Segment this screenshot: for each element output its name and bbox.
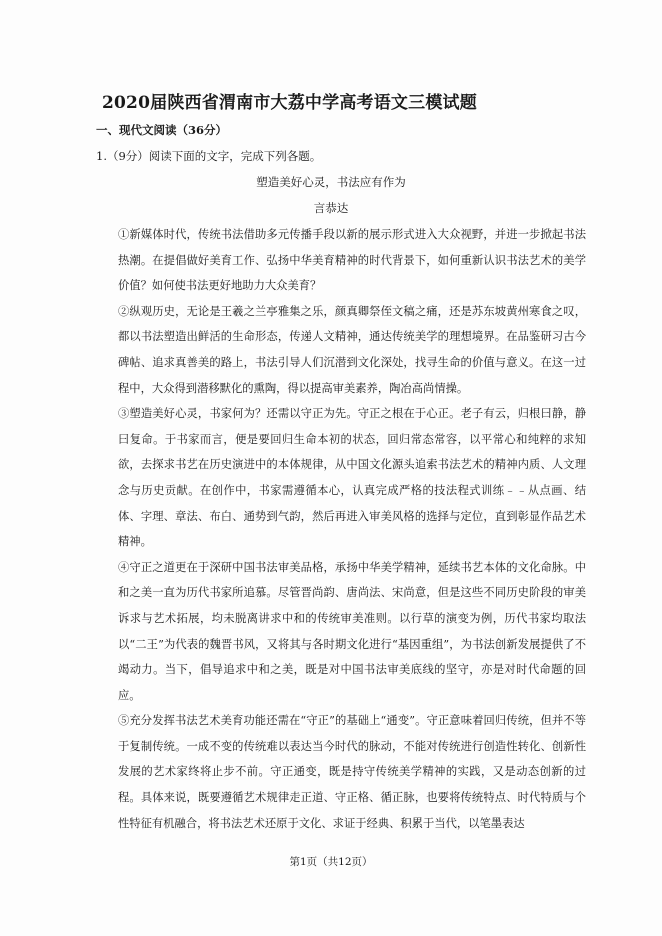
article-title: 塑造美好心灵，书法应有作为 <box>256 175 406 189</box>
article-author: 言恭达 <box>313 201 349 215</box>
paragraph: ④守正之道更在于深研中国书法审美品格，承扬中华美学精神，延续书艺本体的文化命脉。中和之美一直为历代书家所追慕。尽管晋尚韵、唐尚法、宋尚意，但是这些不同历史阶段的审美诉求与艺术拓展，均未脱离讲求中和的传统审美准则。以行草的演变为例，历代书家均取法以“二王”为代表的魏晋书风，又将其与各时期文化进行“基因重组”，为书法创新发展提供了不竭动力。当下，倡导追求中和之美，既是对中国书法审美底线的坚守，亦是对时代命题的回应。 <box>118 560 586 702</box>
paragraph: ⑤充分发挥书法艺术美育功能还需在“守正”的基础上“通变”。守正意味着回归传统，但并不等于复制传统。一成不变的传统难以表达当今时代的脉动，不能对传统进行创造性转化、创新性发展的艺术家终将止步不前。守正通变，既是持守传统美学精神的实践，又是动态创新的过程。具体来说，既要遵循艺术规律走正道、守正格、循正脉，也要将传统特点、时代特质与个性特征有机融合，将书法艺术还原于文化、求证于经典、积累于当代，以笔墨表达 <box>118 714 586 830</box>
question-intro: 1.（9分）阅读下面的文字，完成下列各题。 <box>96 149 322 163</box>
paragraph: ②纵观历史，无论是王羲之兰亭雅集之乐，颜真卿祭侄文稿之痛，还是苏东坡黄州寒食之叹，都以书法塑造出鲜活的生命形态，传递人文精神，通达传统美学的理想境界。在品鉴研习古今碑帖、追求真善美的路上，书法引导人们沉潜到文化深处，找寻生命的价值与意义。在这一过程中，大众得到潜移默化的熏陶，得以提高审美素养，陶冶高尚情操。 <box>118 304 586 395</box>
paragraph: ③塑造美好心灵，书家何为？还需以守正为先。守正之根在于心正。老子有云，归根曰静，静曰复命。于书家而言，便是要回归生命本初的状态，回归常态常容，以平常心和纯粹的求知欲，去探求书艺在历史演进中的本体规律，从中国文化源头追索书法艺术的精神内质、人文理念与历史贡献。在创作中，书家需遵循本心，认真完成严格的技法程式训练﹣﹣从点画、结体、字理、章法、布白、通势到气韵，然后再进入审美风格的选择与定位，直到彰显作品艺术精神。 <box>118 407 586 549</box>
document-title: 2020届陕西省渭南市大荔中学高考语文三模试题 <box>102 93 477 113</box>
section-heading: 一、现代文阅读（36分） <box>96 123 228 137</box>
paragraph: ①新媒体时代，传统书法借助多元传播手段以新的展示形式进入大众视野，并进一步掀起书法热潮。在提倡做好美育工作、弘扬中华美育精神的时代背景下，如何重新认识书法艺术的美学价值？如何使书法更好地助力大众美育？ <box>118 228 586 293</box>
page-footer: 第1页（共12页） <box>289 856 373 868</box>
article-body <box>118 222 586 836</box>
